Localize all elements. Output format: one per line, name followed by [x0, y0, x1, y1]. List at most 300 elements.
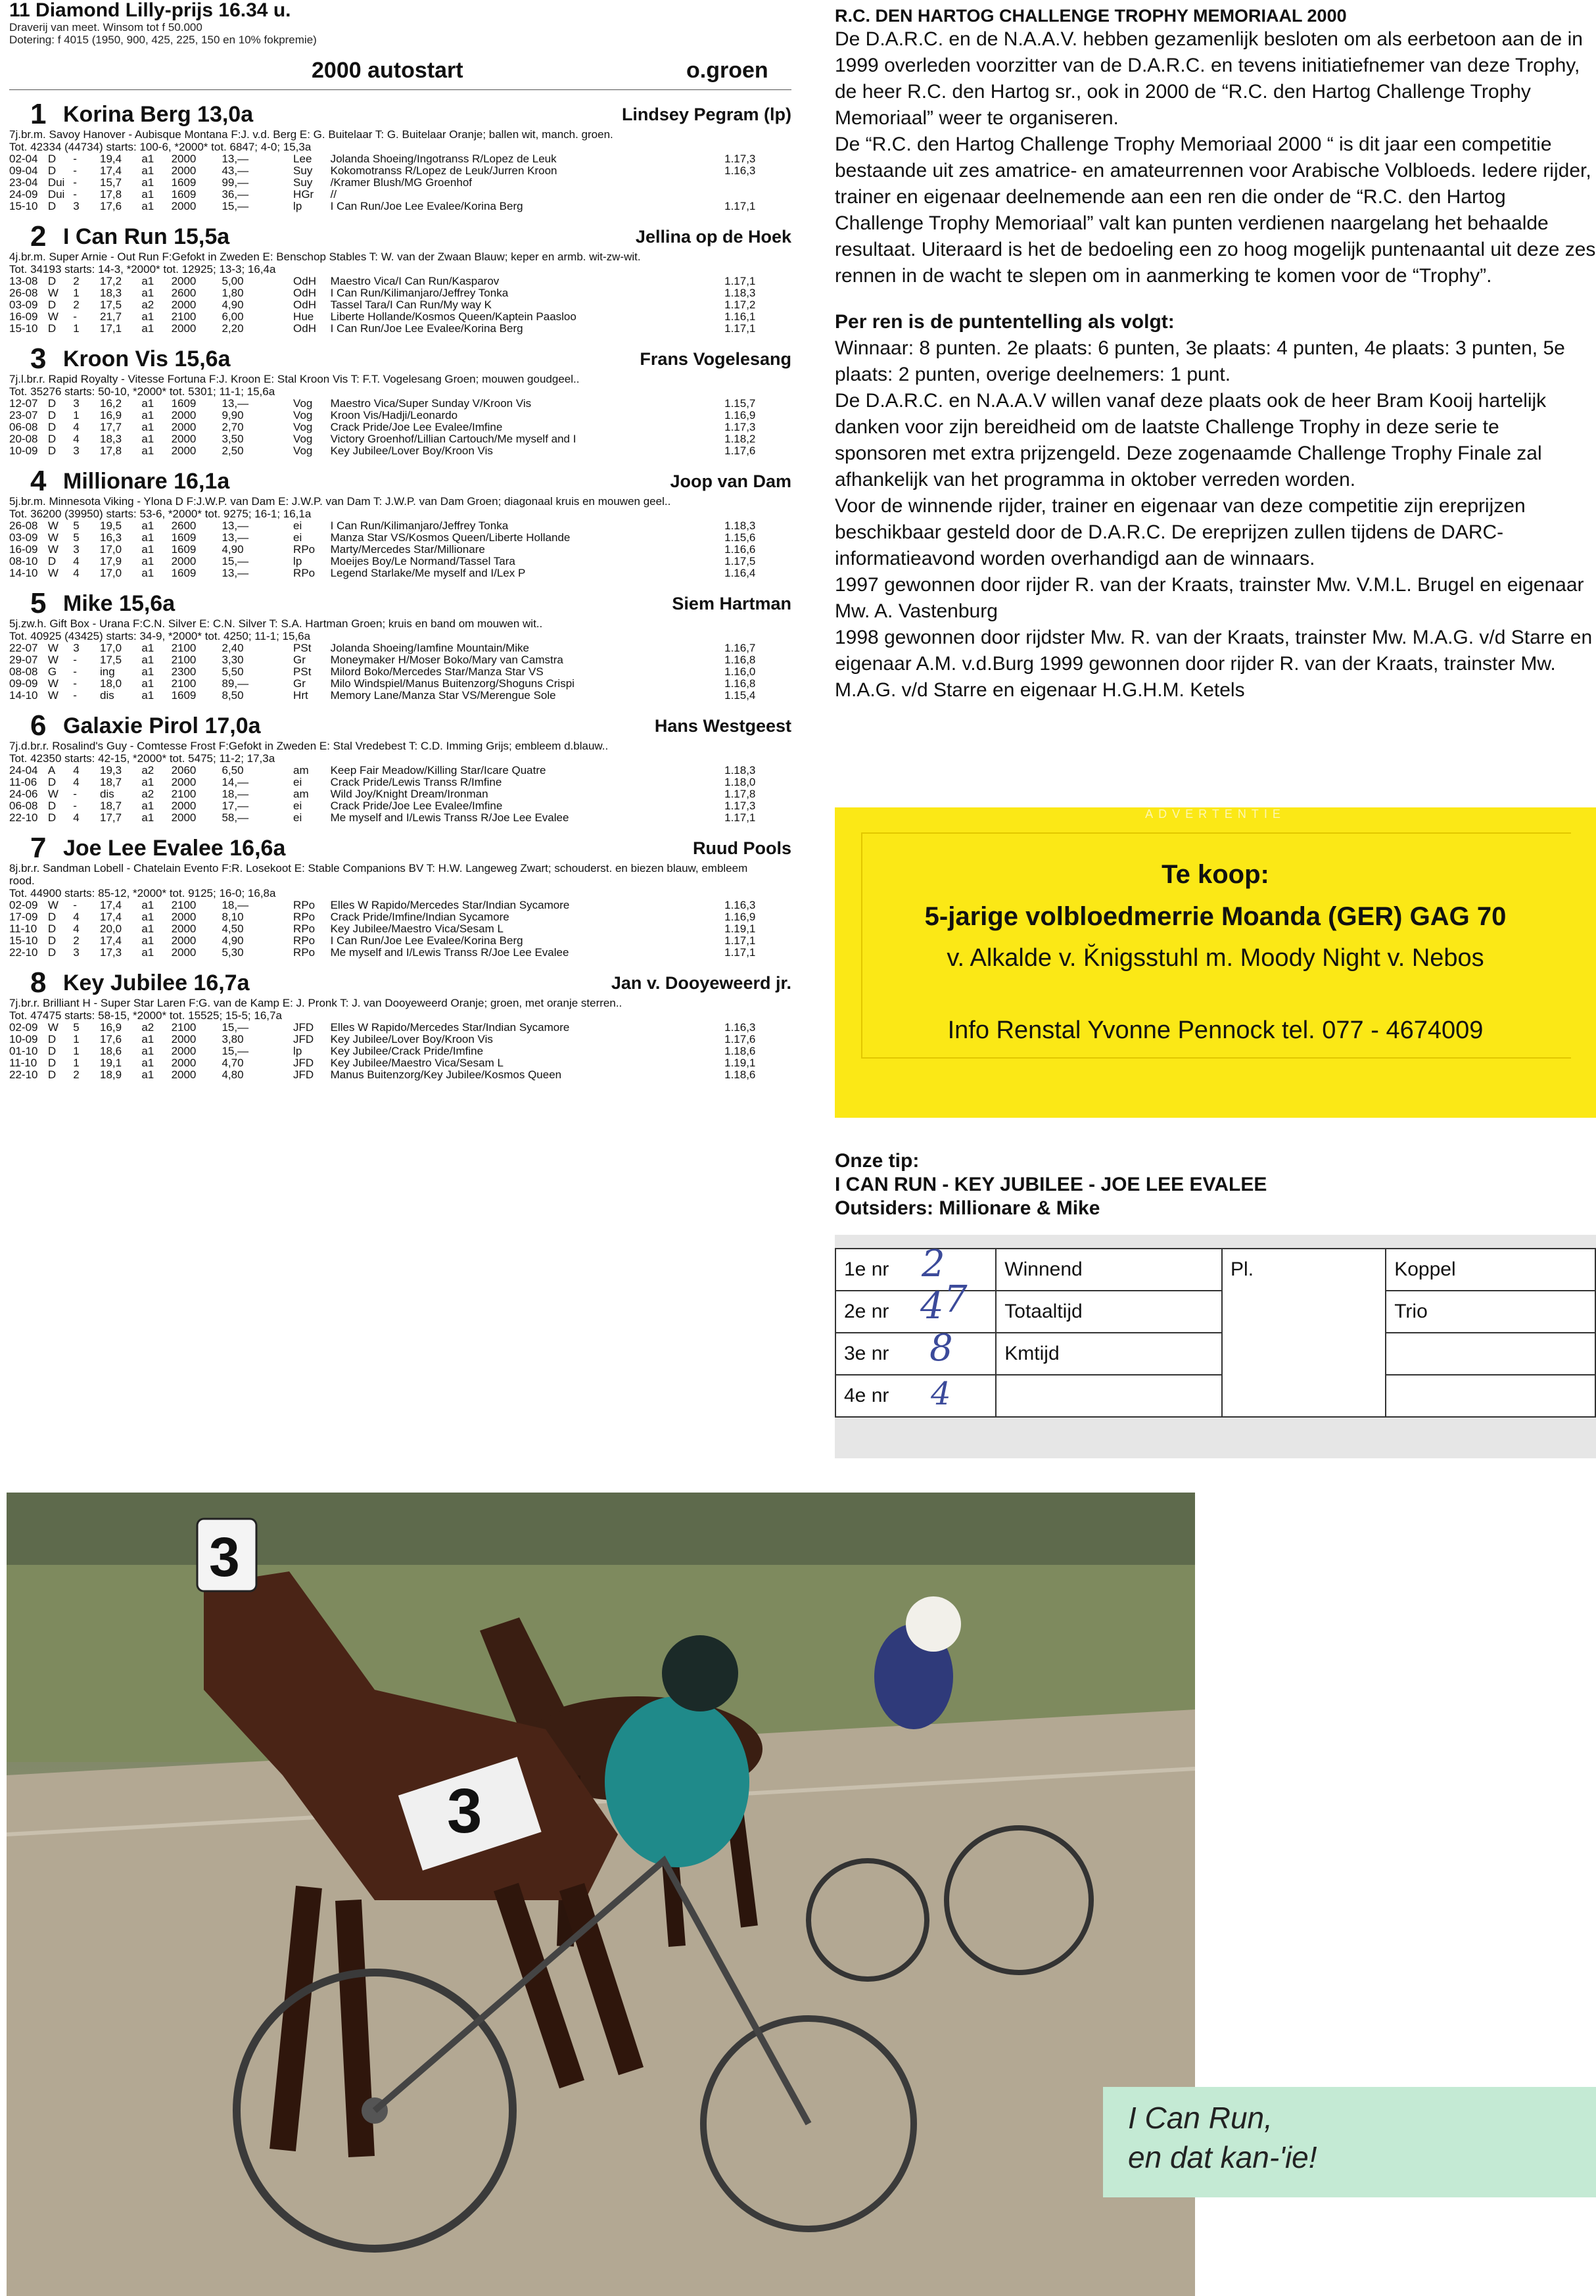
table-cell: D [47, 275, 57, 287]
table-row [9, 1057, 791, 1069]
table-cell: dis [99, 788, 114, 800]
table-cell: 17,— [222, 800, 249, 812]
table-cell: OdH [293, 275, 317, 287]
advert-tag: ADVERTENTIE [1145, 807, 1286, 821]
table-cell: W [47, 543, 59, 556]
table-cell: 23-07 [9, 409, 38, 421]
table-row [9, 177, 791, 189]
table-cell: D [47, 397, 57, 410]
form-label: Trio [1386, 1291, 1595, 1333]
horse-number: 1 [30, 98, 47, 130]
table-cell: Elles W Rapido/Mercedes Star/Indian Sycamore [330, 1021, 570, 1034]
table-cell: 02-04 [9, 153, 38, 165]
table-row [9, 666, 791, 678]
table-row [9, 1045, 791, 1057]
table-cell: 2000 [171, 555, 197, 567]
table-cell: 15,7 [99, 176, 122, 189]
table-cell: 24-04 [9, 764, 38, 777]
table-cell: Manza Star VS/Kosmos Queen/Liberte Hollande [330, 531, 571, 544]
head-number: 3 [209, 1526, 240, 1588]
table-cell: 2000 [171, 776, 197, 788]
table-cell: 20-08 [9, 433, 38, 445]
horse-name: Korina Berg 13,0a [63, 102, 254, 127]
table-cell: 18,9 [99, 1068, 122, 1081]
table-cell: I Can Run/Kilimanjaro/Jeffrey Tonka [330, 287, 509, 299]
table-cell: 2100 [171, 1021, 197, 1034]
table-cell: 16,9 [99, 1021, 122, 1034]
table-cell: 2300 [171, 665, 197, 678]
table-cell [724, 177, 791, 189]
table-cell: 1.15,7 [724, 397, 756, 410]
table-cell: Dui [47, 188, 65, 201]
table-cell: 13,— [222, 153, 249, 165]
horse-name: Galaxie Pirol 17,0a [63, 713, 261, 738]
table-row [9, 765, 791, 777]
horse-totals: Tot. 47475 starts: 58-15, *2000* tot. 15525; 15-5; 16,7a [9, 1009, 282, 1022]
table-cell: 1 [73, 287, 80, 299]
table-cell: 1.17,1 [724, 322, 756, 335]
horse-driver: Siem Hartman [672, 594, 791, 613]
table-cell: 1.17,2 [724, 299, 756, 311]
table-cell: 4,80 [222, 1068, 244, 1081]
table-cell: 29-07 [9, 654, 38, 666]
table-cell: 18,3 [99, 433, 122, 445]
table-cell: - [73, 176, 77, 189]
tip-outsiders: Outsiders: Millionare & Mike [835, 1197, 1100, 1219]
table-cell: 19,1 [99, 1057, 122, 1069]
table-cell: lp [293, 1045, 302, 1057]
table-cell: 18,6 [99, 1045, 122, 1057]
photo-caption [1103, 2087, 1596, 2197]
table-cell: Milord Boko/Mercedes Star/Manza Star VS [330, 665, 544, 678]
table-cell: 58,— [222, 811, 249, 824]
table-cell: 01-10 [9, 1045, 38, 1057]
table-cell: 09-04 [9, 164, 38, 177]
table-cell: - [73, 310, 77, 323]
table-cell: 1609 [171, 531, 197, 544]
table-cell: 17,4 [99, 899, 122, 911]
table-cell: 1.18,6 [724, 1068, 756, 1081]
horse-header [9, 340, 791, 373]
article-paragraph: Voor de winnende rijder, trainer en eigenaar van deze competitie zijn ereprijzen beschikbaar gesteld door de D.A.R.C. De ereprijzen zullen tijdens de DARC-informatieavond worden overhandigd aan de winnaars. [835, 495, 1526, 569]
table-cell: 22-10 [9, 946, 38, 959]
table-cell: a1 [141, 654, 154, 666]
horse-driver: Jan v. Dooyeweerd jr. [611, 973, 791, 993]
table-cell: - [73, 164, 77, 177]
table-cell: 2100 [171, 310, 197, 323]
table-cell: 2000 [171, 800, 197, 812]
table-cell: 2000 [171, 433, 197, 445]
table-cell: 1.17,6 [724, 444, 756, 457]
table-cell: 8,10 [222, 911, 244, 923]
table-cell: 15-10 [9, 200, 38, 212]
table-cell: D [47, 164, 57, 177]
table-cell: 2000 [171, 444, 197, 457]
table-cell: ei [293, 776, 302, 788]
table-cell: 5,00 [222, 275, 244, 287]
table-cell: 18,0 [99, 677, 122, 690]
table-cell: 1 [73, 1057, 80, 1069]
table-cell: 1.16,3 [724, 164, 756, 177]
horse-pedigree: 5j.br.m. Minnesota Viking - Ylona D F:J.W.P. van Dam E: J.W.P. van Dam T: J.W.P. van Dam Groen; diagonaal kruis en mouwen geel.. [9, 495, 671, 508]
table-row [9, 935, 791, 947]
table-row [9, 433, 791, 445]
article-paragraph: De D.A.R.C. en de N.A.A.V. hebben gezamenlijk besloten om als eerbetoon aan de in 1999 overleden voorzitter van de D.A.R.C. en tevens initiatiefnemer van deze Trophy, de heer R.C. den Hartog sr., ook in 2000 de “R.C. den Hartog Challenge Trophy Memoriaal” weer te organiseren. [835, 28, 1583, 129]
table-cell: 26-08 [9, 287, 38, 299]
advert-contact: Info Renstal Yvonne Pennock tel. 077 - 4674009 [947, 1016, 1484, 1044]
form-label: 4e nr [835, 1375, 996, 1417]
table-cell: a1 [141, 677, 154, 690]
table-cell: 17,0 [99, 567, 122, 579]
race-title: 11 Diamond Lilly-prijs 16.34 u. [9, 0, 291, 21]
table-cell: Crack Pride/Imfine/Indian Sycamore [330, 911, 509, 923]
results-table [9, 1022, 791, 1081]
table-row [9, 189, 791, 201]
horse-entry [9, 340, 791, 457]
table-row [9, 201, 791, 212]
horse-header [9, 95, 791, 128]
horse-entry [9, 964, 791, 1081]
table-cell: 17,9 [99, 555, 122, 567]
table-cell: 1.18,6 [724, 1045, 756, 1057]
horse-name: I Can Run 15,5a [63, 224, 230, 249]
table-cell: - [73, 654, 77, 666]
table-cell: D [47, 911, 57, 923]
table-cell: 18,7 [99, 776, 122, 788]
table-cell: OdH [293, 322, 317, 335]
table-cell: 1,80 [222, 287, 244, 299]
table-cell: 1.18,3 [724, 519, 756, 532]
table-cell: a1 [141, 543, 154, 556]
table-cell: 10-09 [9, 1033, 38, 1045]
table-cell: G [47, 665, 57, 678]
table-cell: W [47, 567, 59, 579]
table-cell: 4 [73, 764, 80, 777]
table-cell: 1.16,0 [724, 665, 756, 678]
table-cell: 3,50 [222, 433, 244, 445]
horse-driver: Hans Westgeest [654, 716, 791, 736]
table-cell: 03-09 [9, 299, 38, 311]
table-cell: Moneymaker H/Moser Boko/Mary van Camstra [330, 654, 563, 666]
table-cell: a2 [141, 299, 154, 311]
handwritten-number: 4 [931, 1375, 951, 1412]
table-cell: D [47, 922, 57, 935]
table-cell: 14-10 [9, 689, 38, 702]
horse-name: Key Jubilee 16,7a [63, 970, 250, 995]
table-cell: 8,50 [222, 689, 244, 702]
horse-totals: Tot. 35276 starts: 50-10, *2000* tot. 5301; 11-1; 15,6a [9, 385, 275, 398]
horse-number: 8 [30, 967, 47, 999]
horse-pedigree: 7j.br.r. Brilliant H - Super Star Laren F:G. van de Kamp E: J. Pronk T: J. van Dooyeweerd Oranje; groen, met oranje sterren.. [9, 997, 622, 1009]
advertisement [835, 807, 1596, 1118]
table-cell: a2 [141, 764, 154, 777]
table-cell: 10-09 [9, 444, 38, 457]
table-cell: Key Jubilee/Maestro Vica/Sesam L [330, 922, 504, 935]
caption-line: en dat kan-'ie! [1128, 2140, 1317, 2174]
table-cell: 1.16,9 [724, 911, 756, 923]
tip-section [835, 1149, 1596, 1220]
table-cell: 36,— [222, 188, 249, 201]
results-table [9, 520, 791, 579]
table-cell: RPo [293, 934, 316, 947]
table-cell: // [330, 188, 337, 201]
table-cell: a1 [141, 322, 154, 335]
table-cell: 4 [73, 567, 80, 579]
table-cell: 1 [73, 409, 80, 421]
table-cell: ei [293, 811, 302, 824]
table-row [9, 311, 791, 323]
table-cell: Lee [293, 153, 312, 165]
table-row [9, 788, 791, 800]
horse-entry [9, 707, 791, 824]
horse-header [9, 707, 791, 740]
table-cell: - [73, 677, 77, 690]
table-cell: 2000 [171, 1045, 197, 1057]
horse-entry [9, 462, 791, 579]
table-cell: 1.15,6 [724, 531, 756, 544]
table-cell: 3 [73, 444, 80, 457]
table-row [9, 421, 791, 433]
article-subheading: Per ren is de puntentelling als volgt: [835, 311, 1175, 333]
table-cell: Me myself and I/Lewis Transs R/Joe Lee Evalee [330, 811, 569, 824]
table-cell: 1.16,3 [724, 899, 756, 911]
horse-header [9, 218, 791, 251]
table-cell: 08-08 [9, 665, 38, 678]
table-cell: 1.18,2 [724, 433, 756, 445]
table-cell: - [73, 899, 77, 911]
table-cell: HGr [293, 188, 314, 201]
table-cell: a1 [141, 287, 154, 299]
table-cell: a1 [141, 1057, 154, 1069]
table-cell: 17,8 [99, 444, 122, 457]
table-cell: 17,8 [99, 188, 122, 201]
table-cell: - [73, 153, 77, 165]
table-cell: Keep Fair Meadow/Killing Star/Icare Quatre [330, 764, 546, 777]
table-cell: Crack Pride/Joe Lee Evalee/Imfine [330, 800, 503, 812]
form-label: 1e nr [835, 1249, 996, 1291]
table-cell: 2000 [171, 164, 197, 177]
table-cell: 1.16,4 [724, 567, 756, 579]
table-cell: 15,— [222, 200, 249, 212]
table-cell: D [47, 555, 57, 567]
table-row [9, 398, 791, 410]
table-cell: 1.16,6 [724, 543, 756, 556]
table-cell: 89,— [222, 677, 249, 690]
table-cell: 11-06 [9, 776, 37, 788]
table-cell: a1 [141, 397, 154, 410]
table-cell: RPo [293, 922, 316, 935]
results-table [9, 899, 791, 959]
table-cell: 2 [73, 1068, 80, 1081]
table-cell: dis [99, 689, 114, 702]
table-cell: JFD [293, 1057, 314, 1069]
table-cell: 24-06 [9, 788, 38, 800]
article-paragraph: 1997 gewonnen door rijder R. van der Kraats, trainster Mw. V.M.L. Brugel en eigenaar Mw. A. Vastenburg [835, 574, 1584, 622]
table-cell: Hue [293, 310, 314, 323]
table-row [9, 520, 791, 532]
horse-number: 7 [30, 832, 47, 864]
table-cell: 18,— [222, 899, 249, 911]
table-cell: a1 [141, 689, 154, 702]
table-cell: 2000 [171, 946, 197, 959]
form-label: Pl. [1222, 1249, 1386, 1417]
table-cell: 14-10 [9, 567, 38, 579]
table-row [9, 410, 791, 421]
table-cell: 1.16,8 [724, 677, 756, 690]
table-cell: D [47, 811, 57, 824]
horse-pedigree: 7j.l.br.r. Rapid Royalty - Vitesse Fortuna F:J. Kroon E: Stal Kroon Vis T: F.T. Vogelesang Groen; mouwen goudgeel.. [9, 373, 580, 385]
table-cell: 17,5 [99, 299, 122, 311]
table-cell: ei [293, 531, 302, 544]
table-cell: lp [293, 555, 302, 567]
table-cell: a1 [141, 776, 154, 788]
horse-name: Mike 15,6a [63, 591, 176, 616]
table-cell: 2000 [171, 153, 197, 165]
table-cell: 2100 [171, 788, 197, 800]
table-cell: 2000 [171, 200, 197, 212]
table-cell: a1 [141, 934, 154, 947]
table-cell: 22-10 [9, 1068, 38, 1081]
table-cell: 20,0 [99, 922, 122, 935]
results-table [9, 275, 791, 335]
table-cell: D [47, 444, 57, 457]
table-cell: 1.17,1 [724, 200, 756, 212]
table-cell: 16-09 [9, 543, 38, 556]
table-cell: 1.18,3 [724, 287, 756, 299]
horse-totals: Tot. 36200 (39950) starts: 53-6, *2000* tot. 9275; 16-1; 16,1a [9, 508, 312, 520]
table-cell: I Can Run/Kilimanjaro/Jeffrey Tonka [330, 519, 509, 532]
table-cell: 18,7 [99, 800, 122, 812]
table-cell: 2000 [171, 1033, 197, 1045]
table-cell: Vog [293, 444, 313, 457]
table-cell: D [47, 1068, 57, 1081]
table-cell: Tassel Tara/I Can Run/My way K [330, 299, 492, 311]
table-cell: 4 [73, 433, 80, 445]
table-cell: PSt [293, 665, 312, 678]
horse-pedigree: 4j.br.m. Super Arnie - Out Run F:Gefokt in Zweden E: Benschop Stables T: W. van der Zwaan Blauw; keper en armb. wit-zw-wit. [9, 251, 641, 263]
horse-pedigree: 5j.zw.h. Gift Box - Urana F:C.N. Silver E: C.N. Silver T: S.A. Hartman Groen; kruis en band om mouwen wit.. [9, 617, 543, 630]
table-cell: 1.17,5 [724, 555, 756, 567]
table-cell: a1 [141, 153, 154, 165]
table-row [9, 690, 791, 702]
table-cell: 2,50 [222, 444, 244, 457]
horse-name: Millionare 16,1a [63, 469, 230, 494]
table-cell: 22-07 [9, 642, 38, 654]
table-cell: W [47, 642, 59, 654]
table-cell: 12-07 [9, 397, 38, 410]
table-cell: 2 [73, 299, 80, 311]
table-cell: a1 [141, 200, 154, 212]
table-cell: RPo [293, 899, 316, 911]
table-cell: a1 [141, 800, 154, 812]
horse-header [9, 964, 791, 997]
table-cell: 1.16,7 [724, 642, 756, 654]
handwritten-number: 8 [929, 1327, 953, 1370]
table-cell: 1609 [171, 176, 197, 189]
horse-totals: Tot. 42350 starts: 42-15, *2000* tot. 5475; 11-2; 17,3a [9, 752, 275, 765]
table-cell: Vog [293, 433, 313, 445]
table-row [9, 323, 791, 335]
table-cell: 21,7 [99, 310, 122, 323]
table-cell: Milo Windspiel/Manus Buitenzorg/Shoguns Crispi [330, 677, 575, 690]
tip-picks: I CAN RUN - KEY JUBILEE - JOE LEE EVALEE [835, 1174, 1267, 1195]
table-cell: Legend Starlake/Me myself and I/Lex P [330, 567, 526, 579]
table-cell: 4 [73, 555, 80, 567]
table-cell: Elles W Rapido/Mercedes Star/Indian Sycamore [330, 899, 570, 911]
table-cell: 13,— [222, 531, 249, 544]
table-cell: 14,— [222, 776, 249, 788]
table-cell: - [73, 188, 77, 201]
table-cell: 4 [73, 922, 80, 935]
table-cell: Dui [47, 176, 65, 189]
form-label: Koppel [1386, 1249, 1595, 1291]
table-cell: 22-10 [9, 811, 38, 824]
table-cell: Key Jubilee/Lover Boy/Kroon Vis [330, 1033, 493, 1045]
table-cell: 24-09 [9, 188, 38, 201]
table-cell: a1 [141, 519, 154, 532]
table-cell: - [73, 689, 77, 702]
table-cell: 15-10 [9, 322, 38, 335]
table-cell: Wild Joy/Knight Dream/Ironman [330, 788, 488, 800]
table-cell [724, 189, 791, 201]
table-cell: 19,3 [99, 764, 122, 777]
table-row [9, 275, 791, 287]
table-cell: 26-08 [9, 519, 38, 532]
table-cell: I Can Run/Joe Lee Evalee/Korina Berg [330, 200, 523, 212]
table-cell: 15,— [222, 1021, 249, 1034]
table-cell: 6,50 [222, 764, 244, 777]
table-cell: Manus Buitenzorg/Key Jubilee/Kosmos Queen [330, 1068, 562, 1081]
table-cell: W [47, 287, 59, 299]
table-cell: W [47, 788, 59, 800]
article-paragraph: Winnaar: 8 punten. 2e plaats: 6 punten, 3e plaats: 4 punten, 4e plaats: 3 punten, 5e plaats: 2 punten, overige deelnemers: 1 punt. [835, 337, 1565, 385]
race-conditions: Draverij van meet. Winsom tot f 50.000 [9, 21, 202, 34]
table-cell: D [47, 409, 57, 421]
table-cell: 4,50 [222, 922, 244, 935]
table-cell: RPo [293, 911, 316, 923]
table-cell: Suy [293, 164, 313, 177]
table-row [9, 544, 791, 556]
table-row [9, 642, 791, 654]
table-row [9, 678, 791, 690]
table-cell: a2 [141, 1021, 154, 1034]
table-cell: 13,— [222, 519, 249, 532]
table-cell: D [47, 934, 57, 947]
table-cell: 1 [73, 322, 80, 335]
table-cell: 11-10 [9, 1057, 37, 1069]
table-cell: 3 [73, 200, 80, 212]
table-row [9, 911, 791, 923]
table-cell: W [47, 654, 59, 666]
table-cell: D [47, 421, 57, 433]
table-cell: 18,— [222, 788, 249, 800]
table-cell: D [47, 299, 57, 311]
table-cell: D [47, 1057, 57, 1069]
table-cell: Suy [293, 176, 313, 189]
table-cell: Vog [293, 409, 313, 421]
horse-entry [9, 218, 791, 335]
table-cell: D [47, 800, 57, 812]
table-cell: 17,5 [99, 654, 122, 666]
horse-driver: Joop van Dam [670, 471, 791, 491]
race-start-type: 2000 autostart [312, 58, 463, 83]
table-cell: Key Jubilee/Crack Pride/Imfine [330, 1045, 484, 1057]
table-cell: 17-09 [9, 911, 38, 923]
table-cell: 43,— [222, 164, 249, 177]
table-row [9, 800, 791, 812]
table-cell: 5,30 [222, 946, 244, 959]
handwritten-number: 2 [922, 1243, 945, 1285]
